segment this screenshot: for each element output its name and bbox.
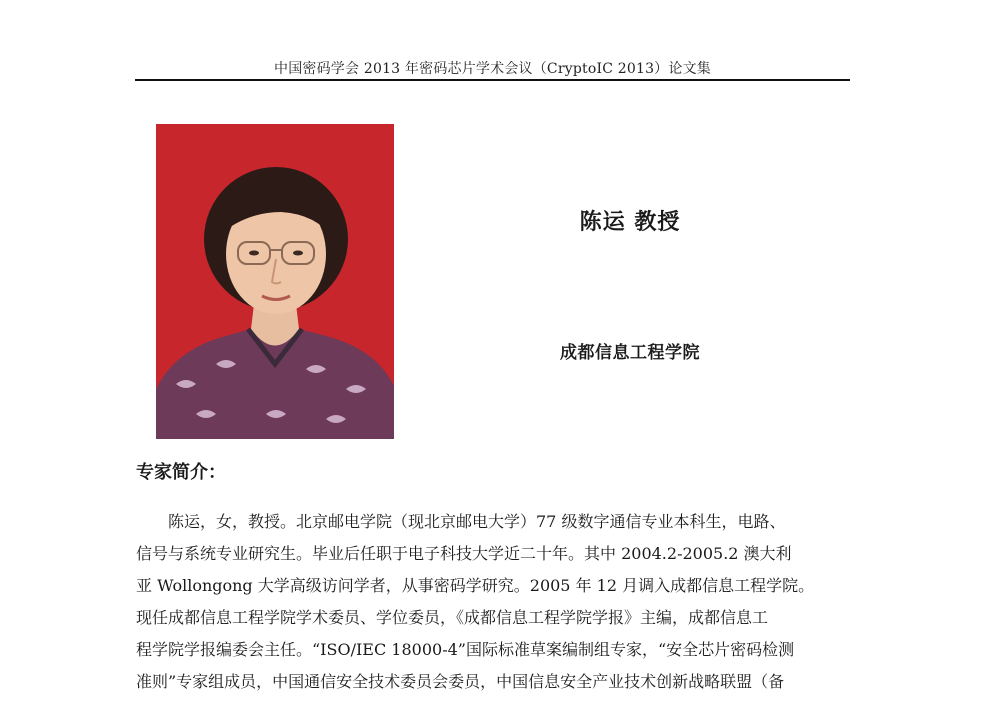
bio-line: 亚 Wollongong 大学高级访问学者，从事密码学研究。2005 年 12 月调入成都信息工程学院。 bbox=[136, 576, 815, 595]
section-heading: 专家简介： bbox=[136, 462, 226, 483]
bio-line: 程学院学报编委会主任。“ISO/IEC 18000-4”国际标准草案编制组专家，“安全芯片密码检测 bbox=[136, 640, 795, 659]
bio-line: 现任成都信息工程学院学术委员、学位委员，《成都信息工程学院学报》主编，成都信息工 bbox=[136, 608, 769, 627]
bio-line: 陈运，女，教授。北京邮电学院（现北京邮电大学）77 级数字通信专业本科生，电路、 bbox=[168, 512, 786, 531]
bio-paragraph bbox=[136, 506, 866, 698]
profile-affiliation: 成都信息工程学院 bbox=[560, 343, 700, 363]
portrait-photo bbox=[156, 124, 394, 439]
profile-name-title: 陈运 教授 bbox=[579, 210, 681, 235]
running-header: 中国密码学会 2013 年密码芯片学术会议（CryptoIC 2013）论文集 bbox=[274, 61, 711, 77]
header-rule bbox=[135, 79, 850, 81]
bio-line: 信号与系统专业研究生。毕业后任职于电子科技大学近二十年。其中 2004.2-2005.2 澳大利 bbox=[136, 544, 792, 563]
bio-line: 准则”专家组成员，中国通信安全技术委员会委员，中国信息安全产业技术创新战略联盟（备 bbox=[136, 672, 785, 691]
